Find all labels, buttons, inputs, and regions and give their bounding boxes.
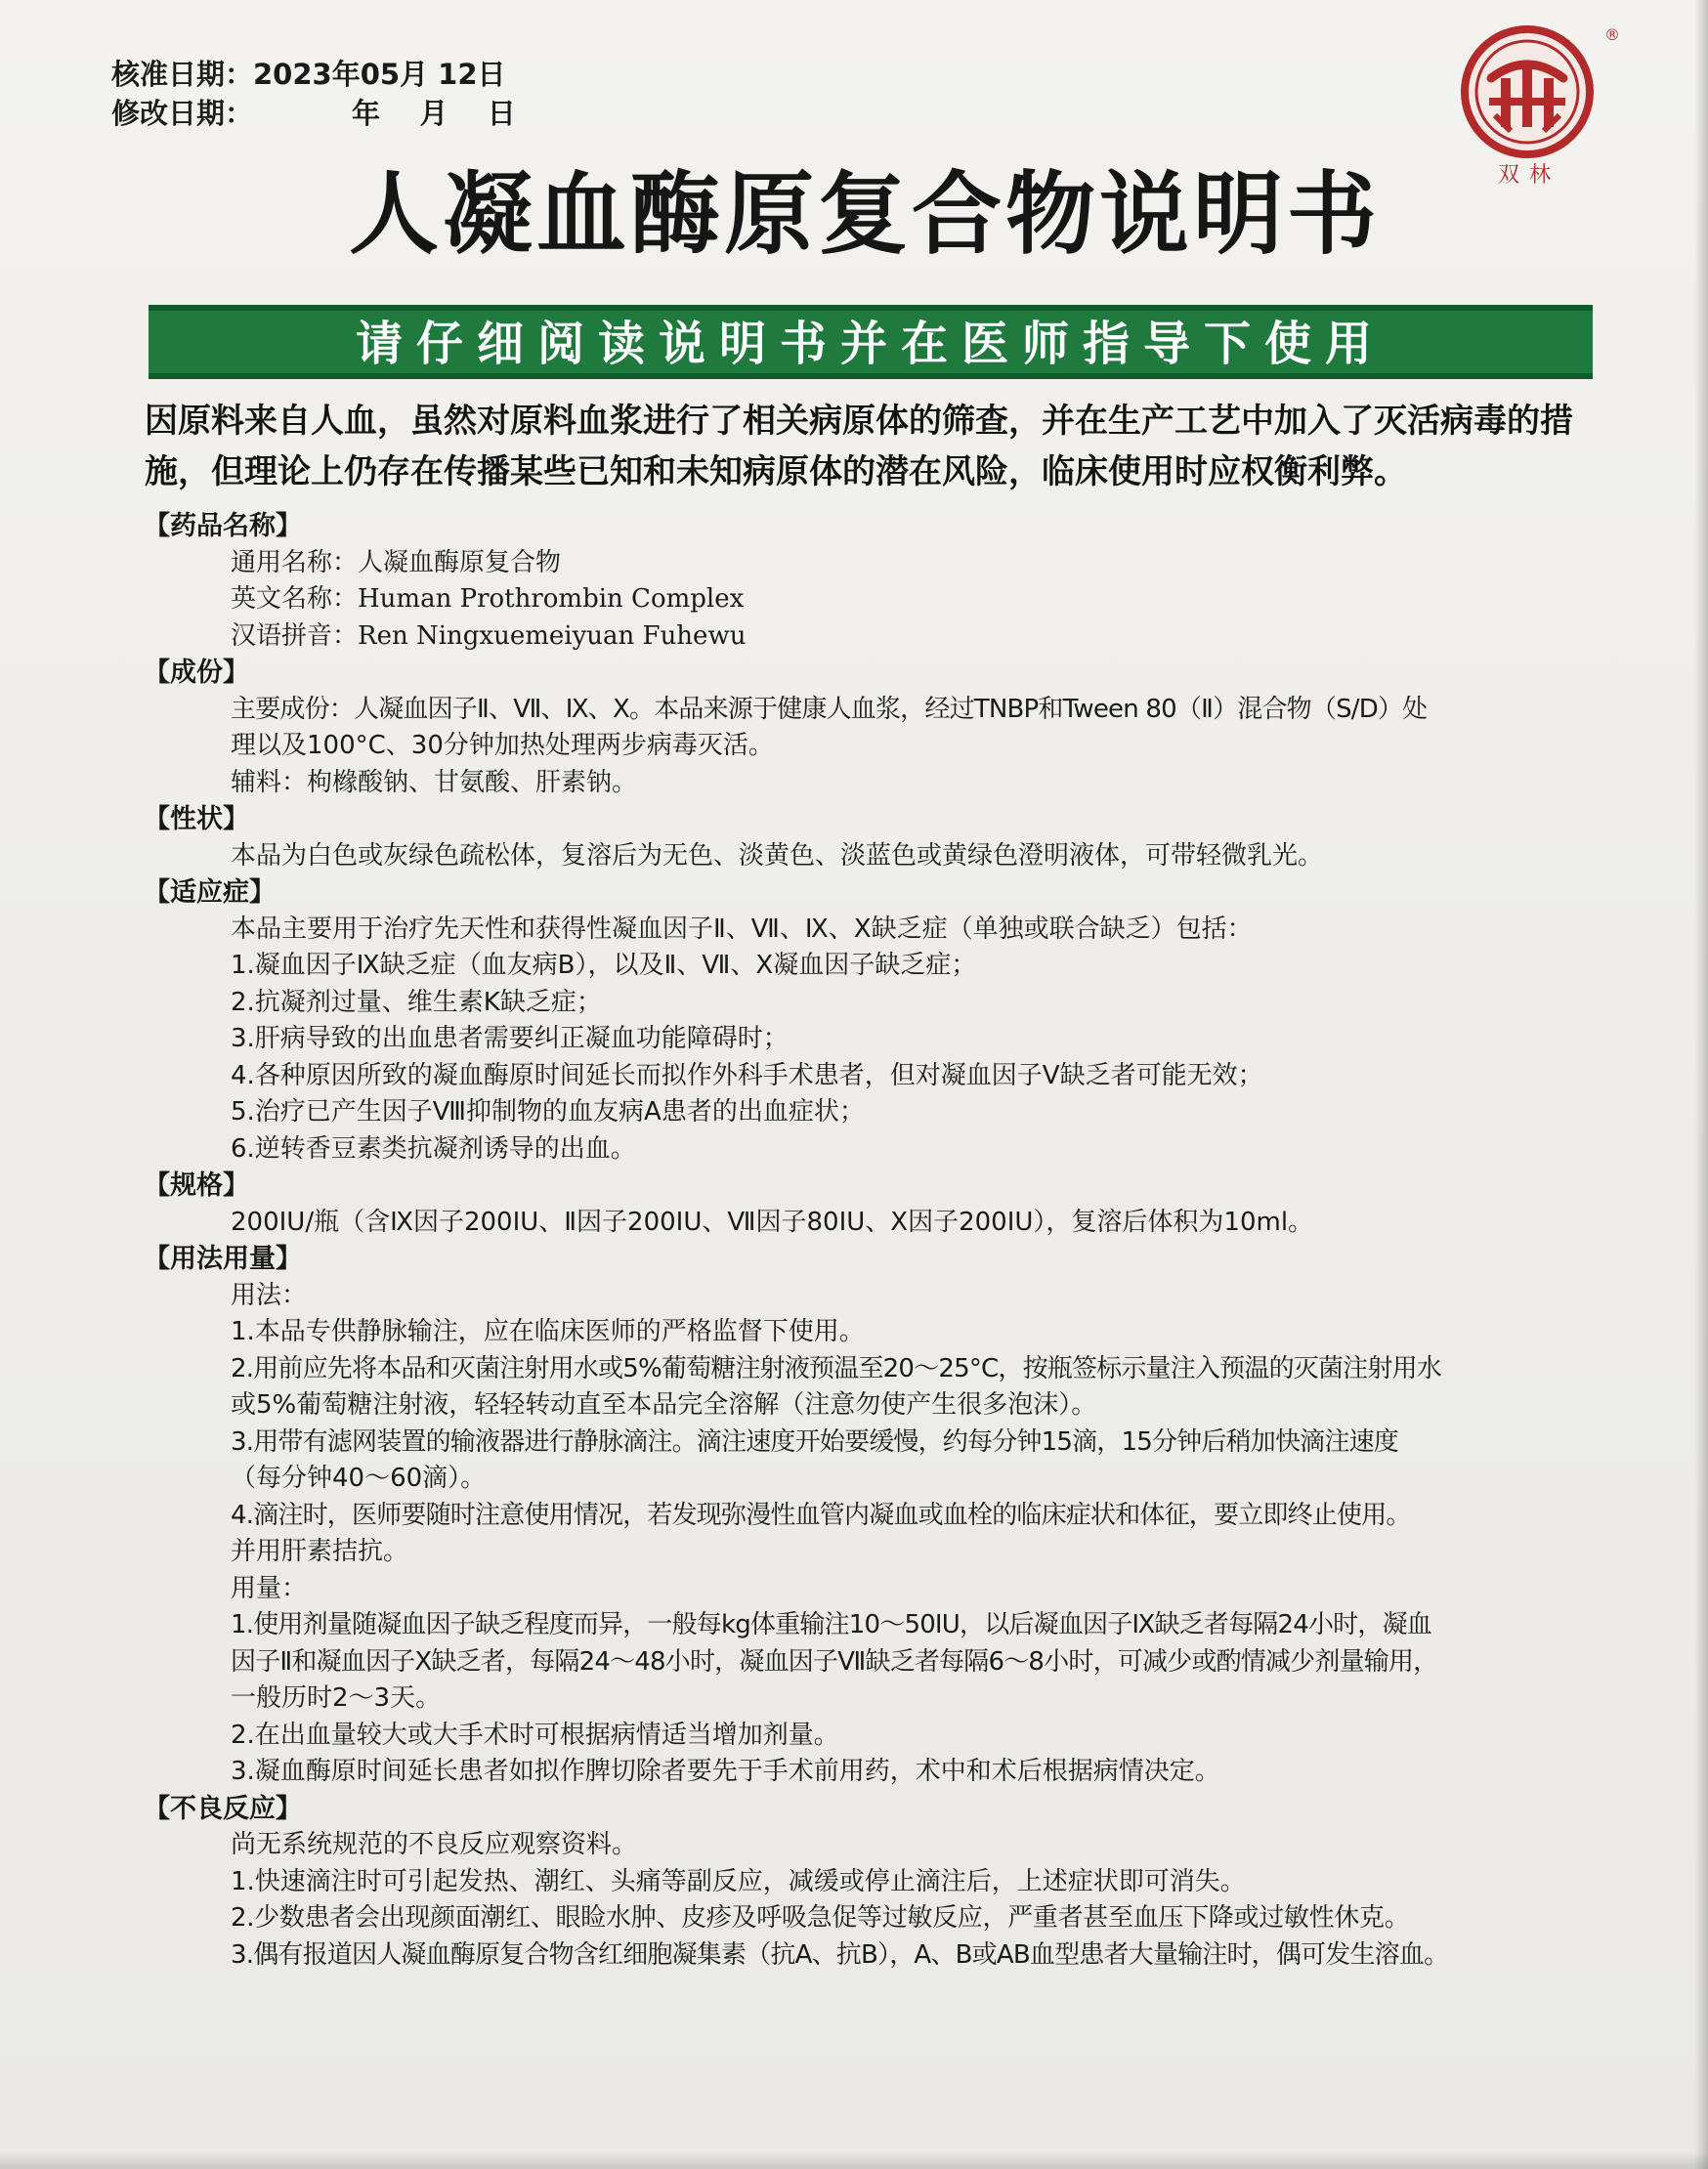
section-composition (144, 655, 1595, 801)
revision-date: 修改日期： 年 月 日 (111, 97, 516, 130)
date-block (111, 55, 516, 133)
section-line: （每分钟40～60滴）。 (231, 1464, 487, 1493)
page-bottom-shadow (0, 2151, 1708, 2169)
section-line: 6.逆转香豆素类抗凝剂诱导的出血。 (231, 1133, 636, 1164)
section-line: 3.偶有报道因人凝血酶原复合物含红细胞凝集素（抗A、抗B），A、B或AB血型患者大量输注时，偶可发生溶血。 (231, 1939, 1449, 1970)
section-specification (144, 1168, 1595, 1241)
section-heading: 【成份】 (144, 658, 249, 688)
section-line: 1.凝血因子Ⅸ缺乏症（血友病B），以及Ⅱ、Ⅶ、Ⅹ凝血因子缺乏症； (231, 951, 977, 980)
approval-date: 核准日期：2023年05月 12日 (111, 58, 506, 91)
section-line: 1.使用剂量随凝血因子缺乏程度而异，一般每kg体重输注10～50IU，以后凝血因子Ⅸ缺乏者每隔24小时，凝血 (231, 1610, 1431, 1639)
section-line: 1.本品专供静脉输注，应在临床医师的严格监督下使用。 (231, 1317, 865, 1346)
section-line: 5.治疗已产生因子Ⅷ抑制物的血友病A患者的出血症状； (231, 1097, 865, 1127)
section-line: 2.抗凝剂过量、维生素K缺乏症； (231, 987, 602, 1017)
section-heading: 【规格】 (144, 1170, 249, 1201)
section-line: 本品主要用于治疗先天性和获得性凝血因子Ⅱ、Ⅶ、Ⅸ、Ⅹ缺乏症（单独或联合缺乏）包括： (231, 914, 1253, 944)
brand-emblem-icon (1454, 21, 1601, 168)
section-line: 用量： (231, 1573, 308, 1603)
section-description (144, 801, 1595, 874)
section-heading: 【适应症】 (144, 877, 276, 908)
section-line: 2.少数患者会出现颜面潮红、眼睑水肿、皮疹及呼吸急促等过敏反应，严重者甚至血压下降或过敏性休克。 (231, 1903, 1410, 1933)
section-line: 用法： (231, 1280, 308, 1310)
document-title: 人凝血酶原复合物说明书 (348, 162, 1381, 267)
section-drug-name (144, 508, 1595, 655)
section-line: 通用名称：人凝血酶原复合物 (231, 547, 562, 577)
section-line: 并用肝素拮抗。 (231, 1537, 409, 1566)
section-line: 4.滴注时，医师要随时注意使用情况，若发现弥漫性血管内凝血或血栓的临床症状和体征，要立即终止使用。 (231, 1500, 1411, 1530)
section-heading: 【性状】 (144, 804, 249, 834)
section-heading: 【用法用量】 (144, 1244, 302, 1274)
brand-name: 双林 (1498, 163, 1561, 188)
section-heading: 【药品名称】 (144, 511, 302, 541)
section-line: 理以及100°C、30分钟加热处理两步病毒灭活。 (231, 731, 774, 760)
section-line: 3.用带有滤网装置的输液器进行静脉滴注。滴注速度开始要缓慢，约每分钟15滴，15分钟后稍加快滴注速度 (231, 1426, 1398, 1457)
section-line: 汉语拼音：Ren Ningxuemeiyuan Fuhewu (231, 620, 747, 651)
section-adverse-reactions (144, 1791, 1595, 1975)
instruction-banner (149, 305, 1593, 379)
section-line: 因子Ⅱ和凝血因子Ⅹ缺乏者，每隔24～48小时，凝血因子Ⅶ缺乏者每隔6～8小时，可减少或酌情减少剂量输用， (231, 1646, 1438, 1677)
leaflet-content (144, 508, 1595, 1974)
section-line: 2.用前应先将本品和灭菌注射用水或5%葡萄糖注射液预温至20～25°C，按瓶签标示量注入预温的灭菌注射用水 (231, 1353, 1441, 1383)
section-line: 主要成份：人凝血因子Ⅱ、Ⅶ、Ⅸ、Ⅹ。本品来源于健康人血浆，经过TNBP和Tween 80（Ⅱ）混合物（S/D）处 (231, 694, 1428, 724)
section-line: 1.快速滴注时可引起发热、潮红、头痛等副反应，减缓或停止滴注后，上述症状即可消失。 (231, 1866, 1246, 1896)
section-line: 或5%葡萄糖注射液，轻轻转动直至本品完全溶解（注意勿使产生很多泡沫）。 (231, 1390, 1097, 1420)
section-line: 辅料：枸橼酸钠、甘氨酸、肝素钠。 (231, 767, 638, 797)
section-line: 200IU/瓶（含Ⅸ因子200IU、Ⅱ因子200IU、Ⅶ因子80IU、Ⅹ因子200IU），复溶后体积为10ml。 (231, 1207, 1314, 1237)
section-line: 2.在出血量较大或大手术时可根据病情适当增加剂量。 (231, 1720, 839, 1750)
risk-warning: 因原料来自人血，虽然对原料血浆进行了相关病原体的筛查，并在生产工艺中加入了灭活病毒的措施，但理论上仍存在传播某些已知和未知病原体的潜在风险，临床使用时应权衡利弊。 (145, 402, 1573, 491)
section-line: 4.各种原因所致的凝血酶原时间延长而拟作外科手术患者，但对凝血因子Ⅴ缺乏者可能无效； (231, 1060, 1263, 1090)
section-usage (144, 1241, 1595, 1791)
section-line: 一般历时2～3天。 (231, 1683, 442, 1713)
banner-text: 请仔细阅读说明书并在医师指导下使用 (355, 317, 1386, 371)
section-line: 3.肝病导致的出血患者需要纠正凝血功能障碍时； (231, 1024, 789, 1053)
section-heading: 【不良反应】 (144, 1793, 302, 1824)
page-edge-shadow (1694, 0, 1708, 2169)
section-line: 尚无系统规范的不良反应观察资料。 (231, 1830, 638, 1859)
section-line: 英文名称：Human Prothrombin Complex (231, 584, 745, 614)
section-line: 3.凝血酶原时间延长患者如拟作脾切除者要先于手术前用药，术中和术后根据病情决定。 (231, 1757, 1220, 1786)
section-indications (144, 874, 1595, 1168)
registered-mark: ® (1604, 25, 1620, 44)
section-line: 本品为白色或灰绿色疏松体，复溶后为无色、淡黄色、淡蓝色或黄绿色澄明液体，可带轻微乳光。 (231, 840, 1324, 871)
